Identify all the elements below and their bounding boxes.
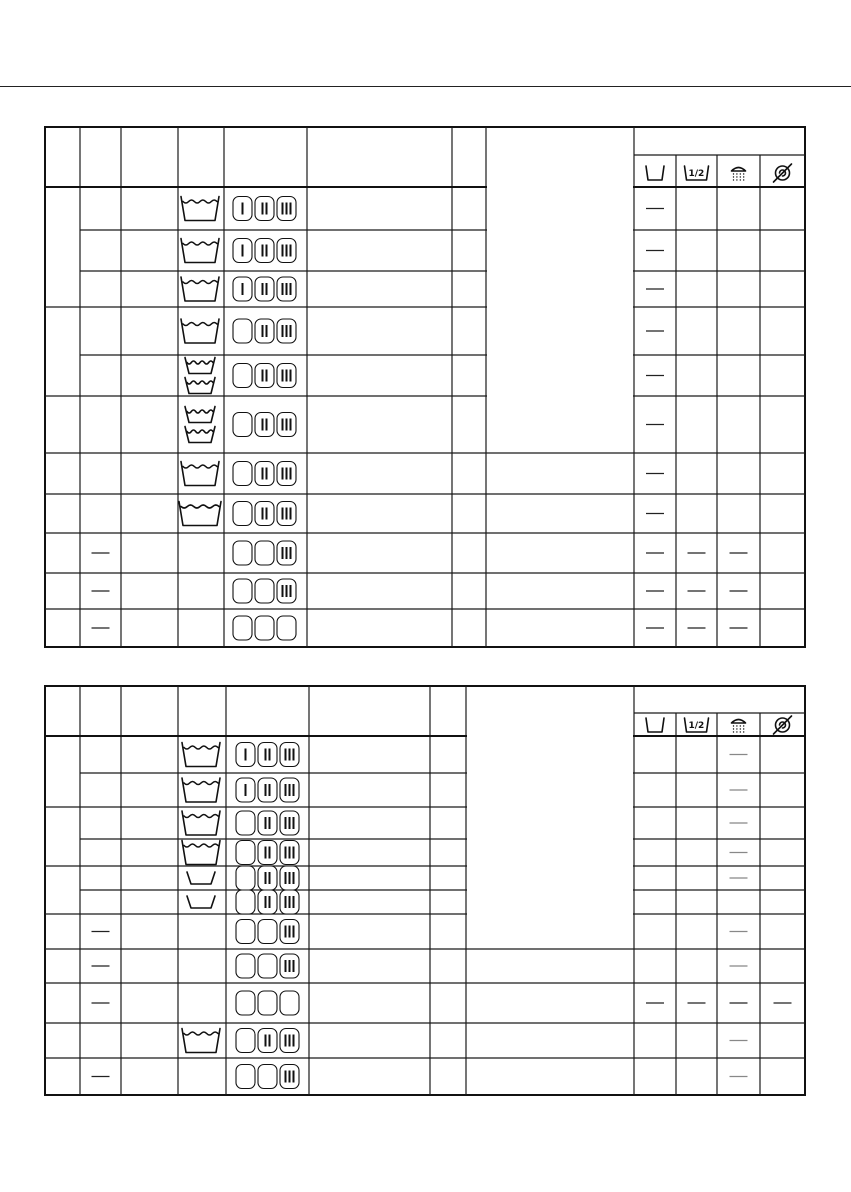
half-load-icon (685, 718, 709, 732)
table-row (92, 541, 748, 565)
table-row (182, 811, 748, 835)
intensity-bar (286, 468, 288, 480)
icon-dot (733, 728, 734, 729)
table-row (181, 462, 664, 486)
table-row (182, 1029, 748, 1053)
icon-dot (733, 731, 734, 732)
intensity-selector (233, 197, 296, 221)
intensity-bar (266, 283, 268, 295)
intensity-bar (293, 926, 295, 938)
intensity-bar (282, 245, 284, 257)
intensity-pill-2 (258, 1029, 277, 1053)
icon-dot (736, 179, 737, 180)
intensity-bar (269, 817, 271, 829)
wash-tub-icon (187, 896, 215, 908)
intensity-bar (289, 749, 291, 761)
wash-tub-icon (179, 502, 221, 526)
intensity-bar (266, 325, 268, 337)
intensity-bar (286, 508, 288, 520)
intensity-pill-2 (258, 991, 277, 1015)
table-row (187, 890, 299, 914)
table-row (182, 841, 748, 865)
intensity-bar (290, 203, 292, 215)
intensity-bar (286, 419, 288, 431)
intensity-bar (269, 872, 271, 884)
wash-tub-icon (646, 718, 664, 732)
intensity-bar (242, 245, 244, 257)
wash-tub-icon (182, 743, 220, 767)
merged-cell (467, 735, 633, 774)
program-table-1 (45, 127, 805, 647)
intensity-bar (282, 325, 284, 337)
tub-water (184, 746, 218, 749)
intensity-pill-1 (233, 541, 252, 565)
wash-tub-icon (185, 407, 215, 443)
icon-dot (740, 173, 741, 174)
tub-water (183, 323, 217, 326)
tub-water (183, 465, 217, 468)
icon-dot (740, 176, 741, 177)
intensity-bar (289, 896, 291, 908)
wash-tub-icon (181, 239, 219, 263)
intensity-bar (262, 283, 264, 295)
intensity-pill-2 (258, 743, 277, 767)
intensity-bar (285, 1035, 287, 1047)
intensity-bar (293, 784, 295, 796)
intensity-selector (236, 954, 299, 978)
wash-tub-icon (182, 811, 220, 835)
intensity-bar (282, 468, 284, 480)
intensity-pill-2 (255, 364, 274, 388)
intensity-pill-1 (233, 616, 252, 640)
icon-shape (646, 166, 664, 180)
intensity-bar (285, 926, 287, 938)
rinse-shower-icon (732, 168, 746, 181)
intensity-bar (262, 325, 264, 337)
intensity-bar (282, 419, 284, 431)
intensity-pill-2 (255, 277, 274, 301)
intensity-pill-1 (233, 364, 252, 388)
icon-dot (740, 725, 741, 726)
intensity-pill-2 (258, 920, 277, 944)
intensity-bar (266, 245, 268, 257)
merged-cell (467, 806, 633, 867)
icon-dot (740, 728, 741, 729)
intensity-bar (285, 960, 287, 972)
intensity-bar (293, 896, 295, 908)
intensity-bar (285, 847, 287, 859)
intensity-bar (285, 817, 287, 829)
intensity-bar (293, 749, 295, 761)
intensity-bar (269, 896, 271, 908)
intensity-bar (286, 203, 288, 215)
icon-shape (732, 720, 746, 724)
intensity-selector (236, 1029, 299, 1053)
intensity-pill-1 (233, 319, 252, 343)
tub-water (184, 1032, 218, 1035)
icon-dot (740, 731, 741, 732)
intensity-bar (262, 203, 264, 215)
tub-body (185, 358, 215, 374)
intensity-selector (236, 743, 299, 767)
icon-dot (743, 179, 744, 180)
merged-cell (467, 865, 633, 915)
table-row (92, 616, 748, 640)
intensity-bar (293, 1035, 295, 1047)
icon-dot (736, 731, 737, 732)
intensity-bar (266, 203, 268, 215)
intensity-bar (293, 817, 295, 829)
intensity-bar (269, 1035, 271, 1047)
intensity-selector (233, 462, 296, 486)
intensity-pill-2 (258, 866, 277, 890)
intensity-pill-1 (236, 991, 255, 1015)
intensity-pill-2 (255, 197, 274, 221)
icon-dot (743, 731, 744, 732)
intensity-selector (236, 778, 299, 802)
intensity-bar (282, 203, 284, 215)
intensity-bar (266, 419, 268, 431)
intensity-selector (236, 920, 299, 944)
intensity-pill-2 (255, 462, 274, 486)
intensity-bar (262, 370, 264, 382)
intensity-bar (286, 370, 288, 382)
intensity-bar (289, 926, 291, 938)
intensity-bar (262, 419, 264, 431)
table-row (92, 954, 748, 978)
intensity-bar (289, 1071, 291, 1083)
intensity-pill-1 (236, 866, 255, 890)
intensity-selector (233, 277, 296, 301)
intensity-bar (286, 283, 288, 295)
half-load-label: 1/2 (688, 169, 705, 179)
tub-water (187, 381, 213, 384)
wash-tub-icon (181, 462, 219, 486)
intensity-bar (285, 784, 287, 796)
icon-dot (740, 179, 741, 180)
intensity-bar (286, 325, 288, 337)
intensity-bar (289, 817, 291, 829)
intensity-bar (290, 547, 292, 559)
tub-water (187, 430, 213, 433)
intensity-bar (245, 749, 247, 761)
intensity-selector (233, 319, 296, 343)
tub-body (187, 872, 215, 884)
tub-body (187, 896, 215, 908)
intensity-bar (290, 283, 292, 295)
no-spin-icon (774, 716, 792, 734)
wash-tub-icon (182, 778, 220, 802)
icon-dot (733, 725, 734, 726)
tub-water (183, 200, 217, 203)
merged-cell (487, 306, 633, 397)
intensity-selector (233, 413, 296, 437)
intensity-bar (269, 847, 271, 859)
intensity-pill-2 (255, 319, 274, 343)
intensity-bar (282, 508, 284, 520)
intensity-bar (286, 245, 288, 257)
intensity-bar (285, 896, 287, 908)
intensity-selector (236, 866, 299, 890)
intensity-bar (282, 585, 284, 597)
intensity-bar (265, 784, 267, 796)
wash-tub-icon (187, 872, 215, 884)
intensity-bar (289, 1035, 291, 1047)
tub-body (185, 407, 215, 423)
intensity-bar (282, 283, 284, 295)
table-row (182, 778, 748, 802)
intensity-selector (236, 841, 299, 865)
intensity-pill-2 (255, 579, 274, 603)
intensity-pill-2 (255, 541, 274, 565)
intensity-bar (266, 468, 268, 480)
intensity-pill-1 (236, 920, 255, 944)
intensity-bar (289, 872, 291, 884)
intensity-pill-1 (236, 841, 255, 865)
icon-dot (743, 728, 744, 729)
intensity-bar (286, 547, 288, 559)
table-row (92, 991, 792, 1015)
wash-tub-icon (646, 166, 664, 180)
intensity-bar (293, 847, 295, 859)
intensity-pill-2 (258, 1065, 277, 1089)
intensity-bar (262, 508, 264, 520)
intensity-pill-2 (258, 778, 277, 802)
icon-dot (743, 173, 744, 174)
intensity-selector (236, 991, 299, 1015)
intensity-pill-1 (236, 1029, 255, 1053)
intensity-bar (290, 585, 292, 597)
no-spin-icon (774, 164, 792, 182)
intensity-selector (236, 811, 299, 835)
intensity-selector (233, 364, 296, 388)
table-row (179, 502, 664, 526)
intensity-selector (233, 579, 296, 603)
intensity-bar (262, 245, 264, 257)
intensity-bar (289, 960, 291, 972)
icon-dot (736, 728, 737, 729)
intensity-bar (289, 784, 291, 796)
intensity-bar (242, 203, 244, 215)
program-table-2 (45, 686, 805, 1095)
intensity-pill-1 (233, 413, 252, 437)
intensity-selector (233, 616, 296, 640)
intensity-bar (245, 784, 247, 796)
tub-water (184, 782, 218, 785)
intensity-pill-1 (236, 1065, 255, 1089)
intensity-bar (265, 1035, 267, 1047)
tub-water (184, 844, 218, 847)
intensity-pill-2 (255, 616, 274, 640)
intensity-bar (262, 468, 264, 480)
tub-water (183, 281, 217, 284)
table-border (45, 127, 805, 647)
intensity-pill-2 (258, 841, 277, 865)
icon-dot (733, 179, 734, 180)
intensity-bar (265, 847, 267, 859)
intensity-bar (269, 749, 271, 761)
intensity-pill-2 (255, 239, 274, 263)
intensity-bar (266, 370, 268, 382)
intensity-bar (285, 1071, 287, 1083)
intensity-pill-1 (236, 890, 255, 914)
intensity-bar (290, 468, 292, 480)
intensity-bar (290, 419, 292, 431)
tub-body (185, 427, 215, 443)
intensity-selector (233, 502, 296, 526)
table-row (92, 1065, 748, 1089)
intensity-pill-2 (255, 413, 274, 437)
intensity-pill-3 (280, 991, 299, 1015)
wash-tub-icon (181, 319, 219, 343)
icon-dot (733, 173, 734, 174)
intensity-bar (282, 370, 284, 382)
icon-dot (736, 173, 737, 174)
intensity-selector (233, 541, 296, 565)
intensity-bar (265, 817, 267, 829)
intensity-bar (265, 872, 267, 884)
intensity-bar (265, 749, 267, 761)
intensity-bar (293, 1071, 295, 1083)
intensity-pill-2 (258, 890, 277, 914)
intensity-bar (266, 508, 268, 520)
intensity-pill-1 (236, 811, 255, 835)
table-row (182, 743, 748, 767)
tub-water (181, 505, 219, 508)
intensity-bar (286, 585, 288, 597)
half-load-icon (685, 166, 709, 180)
intensity-pill-1 (233, 579, 252, 603)
intensity-bar (242, 283, 244, 295)
wash-tub-icon (182, 841, 220, 865)
intensity-bar (265, 896, 267, 908)
wash-tub-icon (185, 358, 215, 394)
icon-shape (732, 168, 746, 172)
intensity-bar (293, 872, 295, 884)
intensity-bar (285, 872, 287, 884)
tub-body (185, 378, 215, 394)
intensity-bar (282, 547, 284, 559)
merged-cell (487, 186, 633, 308)
icon-dot (733, 176, 734, 177)
intensity-bar (290, 508, 292, 520)
half-load-label: 1/2 (688, 721, 705, 731)
intensity-pill-1 (233, 502, 252, 526)
intensity-bar (285, 749, 287, 761)
table-row (92, 920, 748, 944)
table-row (92, 579, 748, 603)
wash-tub-icon (182, 1029, 220, 1053)
icon-dot (743, 725, 744, 726)
table-row (185, 407, 664, 443)
intensity-pill-1 (236, 954, 255, 978)
intensity-pill-2 (258, 954, 277, 978)
intensity-pill-3 (277, 616, 296, 640)
rinse-shower-icon (732, 720, 746, 733)
intensity-bar (290, 245, 292, 257)
tub-water (187, 410, 213, 413)
intensity-selector (236, 890, 299, 914)
intensity-pill-2 (258, 811, 277, 835)
tub-water (187, 361, 213, 364)
intensity-bar (289, 847, 291, 859)
intensity-bar (269, 784, 271, 796)
icon-shape (646, 718, 664, 732)
intensity-pill-1 (233, 462, 252, 486)
tub-water (184, 815, 218, 818)
tub-water (183, 242, 217, 245)
icon-dot (736, 176, 737, 177)
intensity-pill-2 (255, 502, 274, 526)
intensity-bar (290, 325, 292, 337)
icon-dot (736, 725, 737, 726)
intensity-selector (236, 1065, 299, 1089)
wash-tub-icon (181, 197, 219, 221)
icon-dot (743, 176, 744, 177)
wash-tub-icon (181, 277, 219, 301)
intensity-bar (293, 960, 295, 972)
intensity-bar (290, 370, 292, 382)
intensity-selector (233, 239, 296, 263)
